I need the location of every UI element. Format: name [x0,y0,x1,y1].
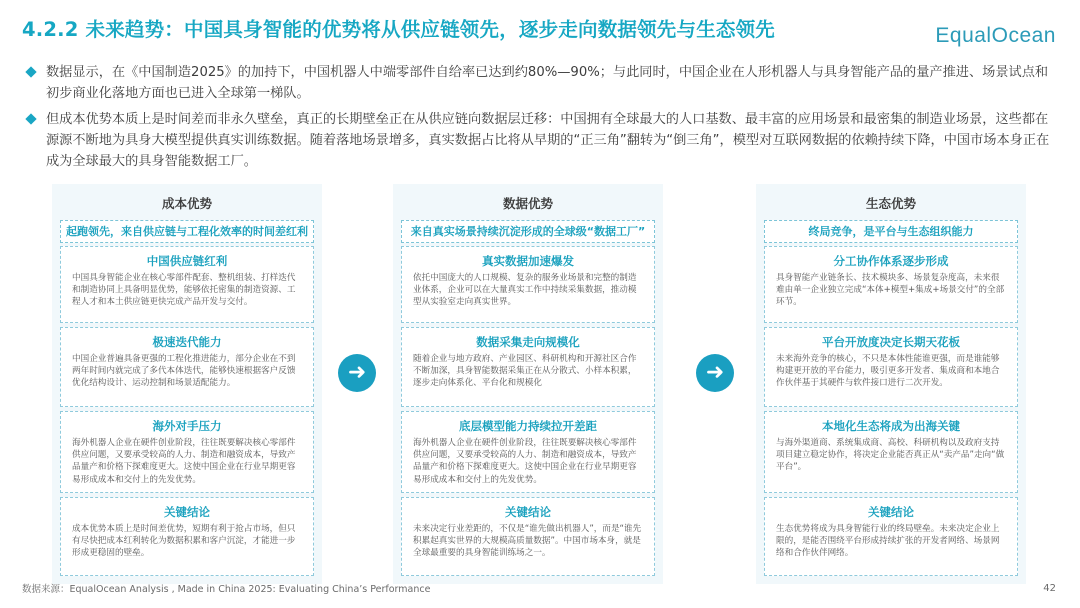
card-title: 底层模型能力持续拉开差距 [459,419,597,433]
card [401,246,655,323]
bullet-list [24,62,1054,177]
card-body: 成本优势本质上是时间差优势，短期有利于抢占市场，但只有尽快把成本红利转化为数据积累和客户沉淀，才能进一步形成更稳固的壁垒。 [72,524,296,559]
data-source: 数据来源：EqualOcean Analysis , Made in China 2025: Evaluating China’s Performance [22,584,431,595]
panel-subtitle: 来自真实场景持续沉淀形成的全球级“数据工厂” [401,220,655,243]
card-title: 本地化生态将成为出海关键 [822,419,960,433]
bullet-text: 但成本优势本质上是时间差而非永久壁垒，真正的长期壁垒正在从供应链向数据层迁移：中国拥有全球最大的人口基数、最丰富的应用场景和最密集的制造业场景，这些都在源源不断地为具身大模型提供真实训练数据。随着落地场景增多，真实数据占比将从早期的“正三角”翻转为“倒三角”，模型对互联网数据的依赖持续下降，中国市场本身正在成为全球最大的具身智能数据工厂。 [46,112,1050,169]
card-body: 生态优势将成为具身智能行业的终局壁垒。未来决定企业上限的，是能否围绕平台形成持续扩张的开发者网络、场景网络和合作伙伴网络。 [776,524,1000,559]
card [60,327,314,407]
panel-data-advantage [393,184,663,584]
arrow-right-icon: ➜ [338,354,376,392]
card-body: 依托中国庞大的人口规模、复杂的服务业场景和完整的制造业体系，企业可以在大量真实工作中持续采集数据，推动模型从实验室走向真实世界。 [413,273,637,308]
diamond-bullet-icon [25,113,36,124]
logo-text-right: cean [1008,24,1056,47]
card-title: 分工协作体系逐步形成 [833,254,949,268]
card-body: 与海外渠道商、系统集成商、高校、科研机构以及政府支持项目建立稳定协作，将决定企业能否真正从“卖产品”走向“做平台”。 [776,438,1005,473]
card-body: 海外机器人企业在硬件创业阶段，往往既要解决核心零部件供应问题，又要承受较高的人力、制造和融资成本，导致产品量产和价格下探难度更大。这使中国企业在行业早期更容易形成成本和交付上的先发优势。 [413,438,637,485]
panel-title: 数据优势 [502,196,553,211]
panel-cost-advantage [52,184,322,584]
card [60,411,314,493]
card-title: 真实数据加速爆发 [482,254,574,268]
page-title: 4.2.2 未来趋势：中国具身智能的优势将从供应链领先，逐步走向数据领先与生态领先 [22,18,776,41]
bullet-item [24,109,1054,172]
logo-text-left: Equal [935,24,992,47]
diamond-bullet-icon [25,66,36,77]
card-body: 未来决定行业差距的，不仅是“谁先做出机器人”，而是“谁先积累起真实世界的大规模高质量数据”。中国市场本身，就是全球最重要的具身智能训练场之一。 [413,524,642,559]
card-title: 平台开放度决定长期天花板 [822,335,960,349]
bullet-item [24,62,1054,104]
card-key-conclusion [60,497,314,576]
card-body: 中国具身智能企业在核心零部件配套、整机组装、打样迭代和制造协同上具备明显优势，能够依托密集的制造资源、工程人才和本土供应链更快完成产品开发与交付。 [72,273,296,308]
logo-o-icon: O [991,24,1009,47]
panel-title: 生态优势 [865,196,916,211]
equalocean-logo [935,24,1056,48]
panel-ecosystem-advantage [756,184,1026,584]
card-body: 随着企业与地方政府、产业园区、科研机构和开源社区合作不断加深，具身智能数据采集正在从分散式、小样本积累，逐步走向体系化、平台化和规模化 [413,354,637,389]
card-title: 关键结论 [164,505,210,519]
panel-subtitle: 起跑领先，来自供应链与工程化效率的时间差红利 [60,220,314,243]
card [401,327,655,407]
card-key-conclusion [764,497,1018,576]
card [764,246,1018,323]
arrow-right-icon: ➜ [696,354,734,392]
card-body: 未来海外竞争的核心，不只是本体性能谁更强，而是谁能够构建更开放的平台能力，吸引更多开发者、集成商和本地合作伙伴基于其硬件与软件接口进行二次开发。 [776,354,1000,389]
card-body: 海外机器人企业在硬件创业阶段，往往既要解决核心零部件供应问题，又要承受较高的人力、制造和融资成本，导致产品量产和价格下探难度更大。这使中国企业在行业早期更容易形成成本和交付上的先发优势。 [72,438,296,485]
card [764,327,1018,407]
card-title: 关键结论 [868,505,914,519]
card-title: 极速迭代能力 [152,335,222,349]
card-title: 数据采集走向规模化 [476,335,580,349]
panel-title: 成本优势 [161,196,212,211]
card-body: 具身智能产业链条长、技术模块多、场景复杂度高，未来很难由单一企业独立完成“本体+模型+集成+场景交付”的全部环节。 [776,273,1005,308]
card [401,411,655,493]
card [60,246,314,323]
card-title: 中国供应链红利 [146,254,228,268]
panel-subtitle: 终局竞争，是平台与生态组织能力 [764,220,1018,243]
card-title: 关键结论 [505,505,551,519]
card-key-conclusion [401,497,655,576]
card-body: 中国企业普遍具备更强的工程化推进能力，部分企业在不到两年时间内就完成了多代本体迭代，能够快速根据客户反馈优化结构设计、运动控制和场景适配能力。 [72,354,296,389]
card-title: 海外对手压力 [152,419,222,433]
bullet-text: 数据显示，在《中国制造2025》的加持下，中国机器人中端零部件自给率已达到约80%—90%；与此同时，中国企业在人形机器人与具身智能产品的量产推进、场景试点和初步商业化落地方面也已进入全球第一梯队。 [46,65,1049,101]
card [764,411,1018,493]
page-number: 42 [1043,583,1056,594]
